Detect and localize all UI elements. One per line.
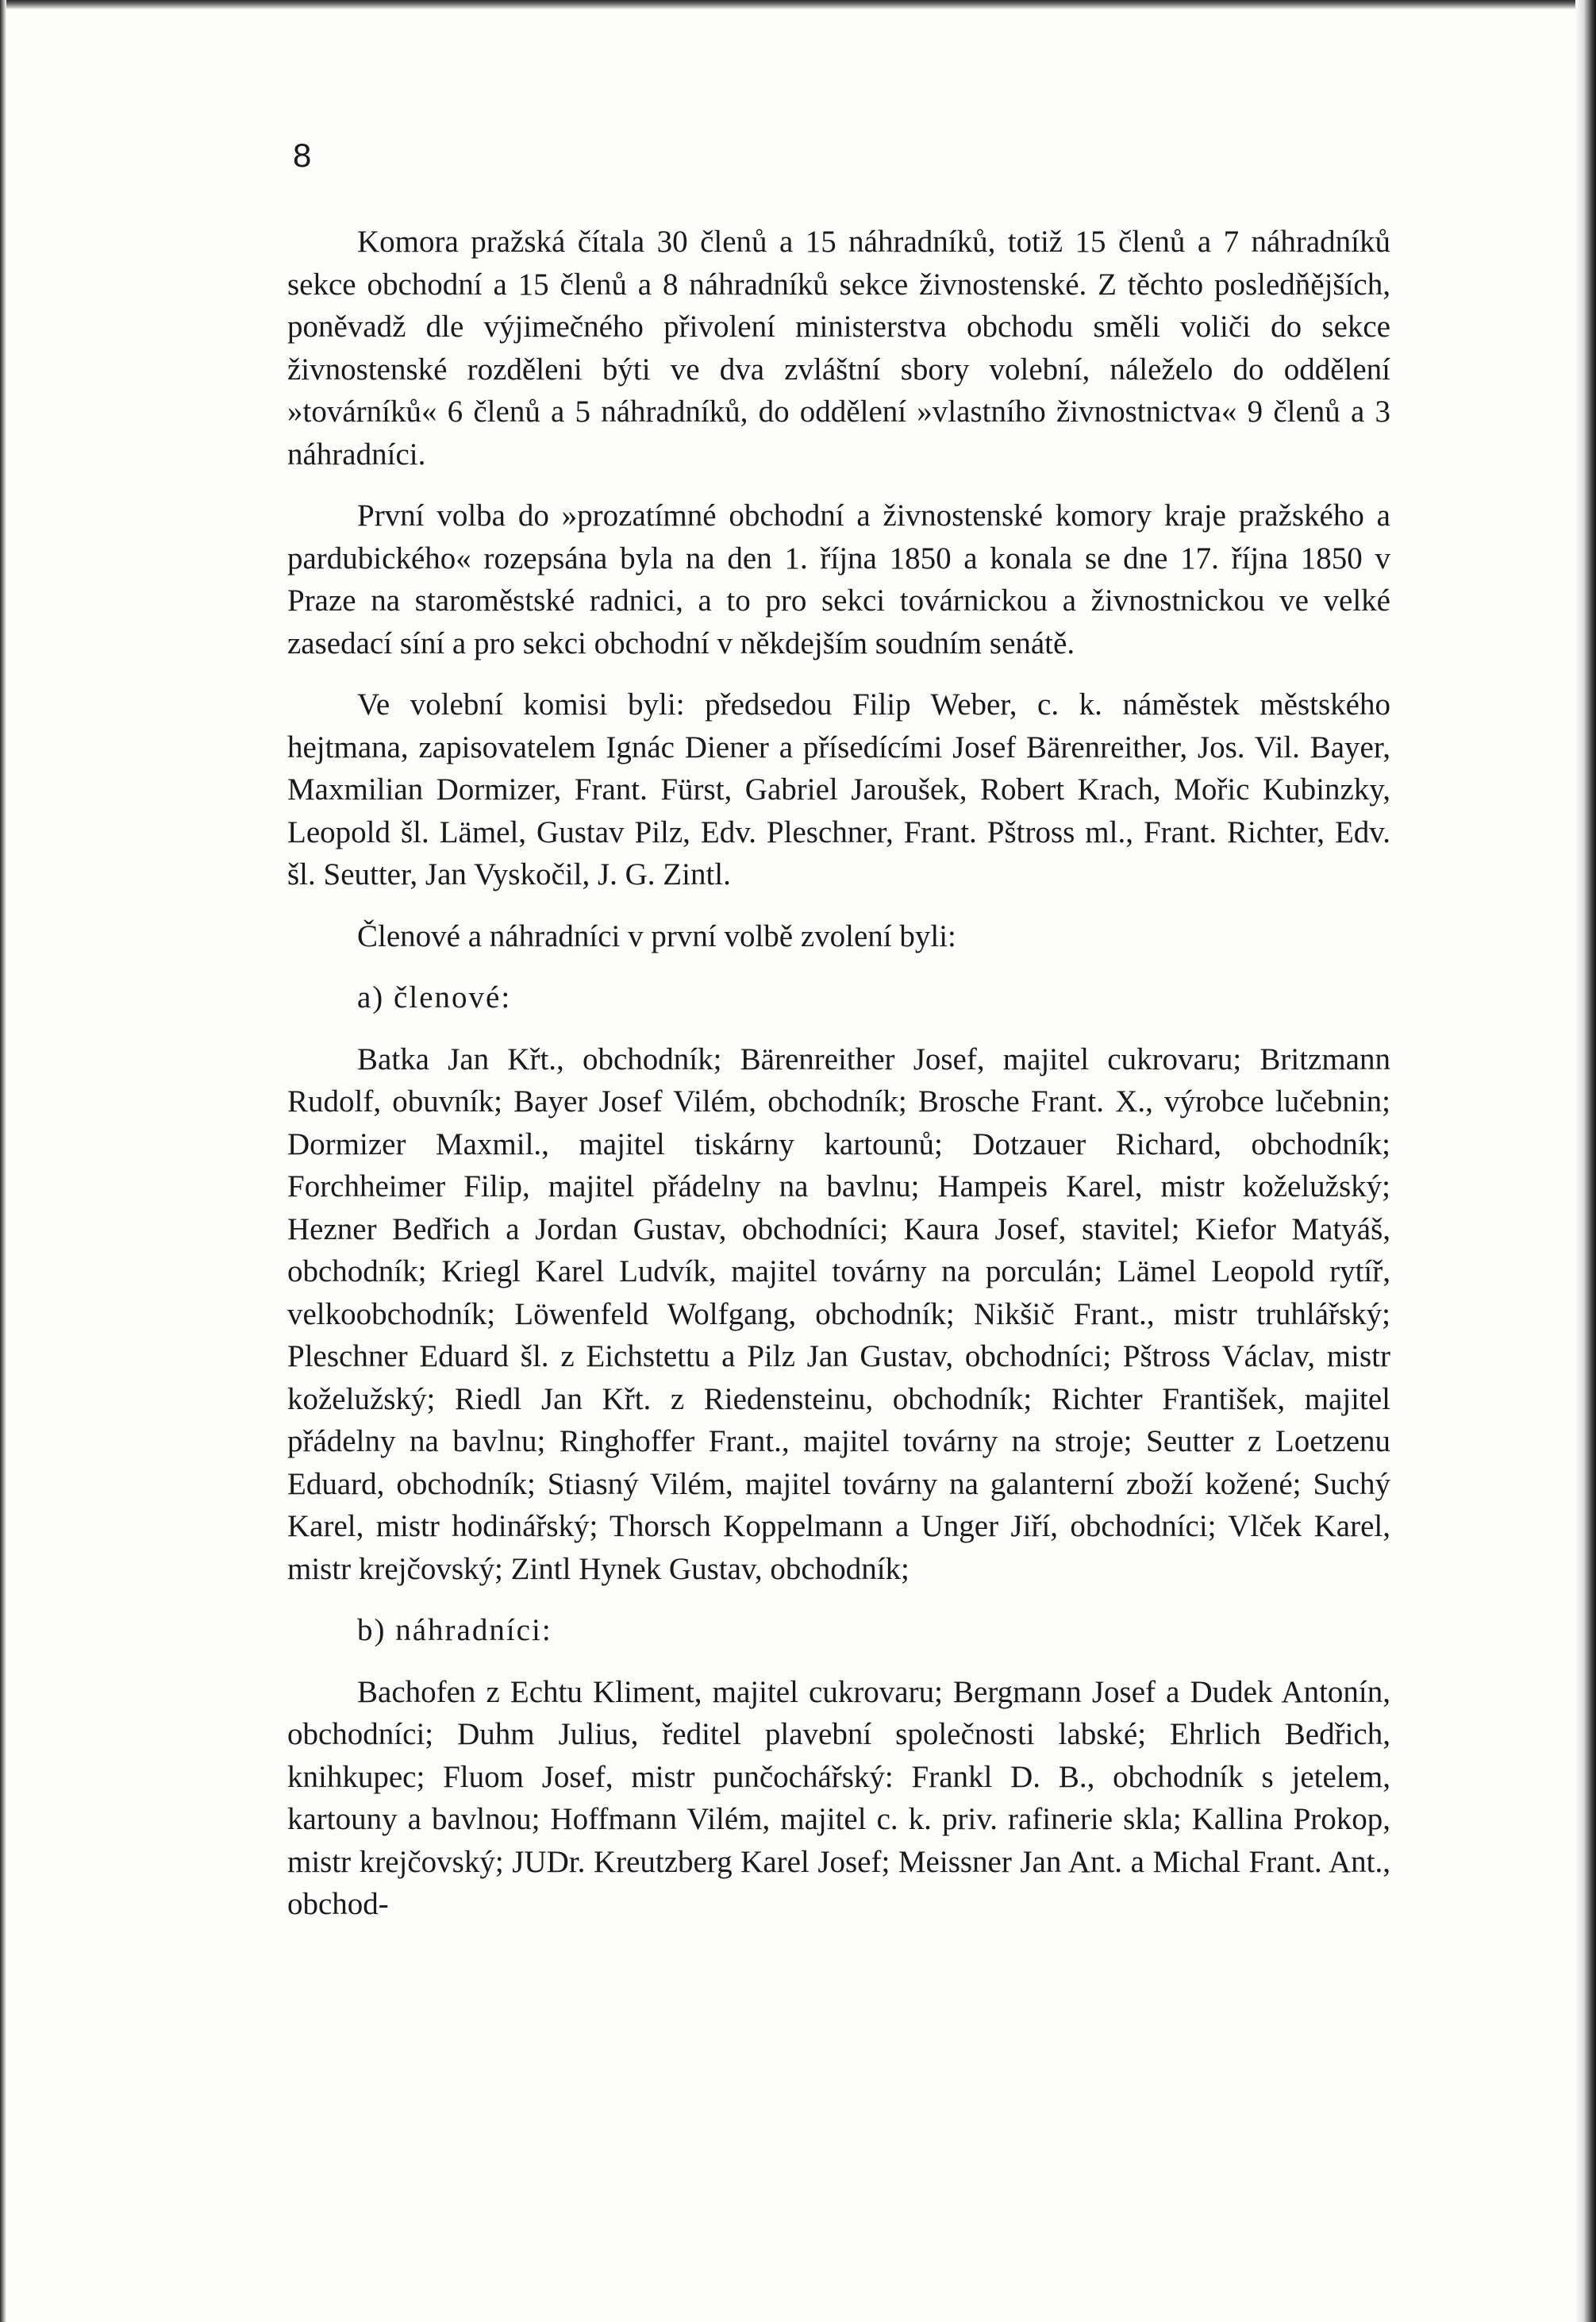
- scan-edge-left: [0, 0, 6, 2322]
- paragraph-chamber-composition: Komora pražská čítala 30 členů a 15 náhradníků, totiž 15 členů a 7 náhradníků sekce obchodní a 15 členů a 8 náhradníků sekce živnostenské. Z těchto posledňějších, poněvadž dle výjimečného přivolení ministerstva obchodu směli voliči do sekce živnostenské rozděleni býti ve dva zvláštní sbory volební, náleželo do oddělení »továrníků« 6 členů a 5 náhradníků, do oddělení »vlastního živnostnictva« 9 členů a 3 náhradníci.: [287, 225, 1390, 472]
- body-text: [287, 221, 1390, 1945]
- paragraph-elected-intro: Členové a náhradníci v první volbě zvolení byli:: [357, 918, 956, 953]
- paragraph-first-election: První volba do »prozatímné obchodní a živnostenské komory kraje pražského a pardubického« rozepsána byla na den 1. října 1850 a konala se dne 17. října 1850 v Praze na staroměstské radnici, a to pro sekci továrnickou a živnostnickou ve velké zasedací síní a pro sekci obchodní v někdejším soudním senátě.: [287, 499, 1390, 660]
- paragraph-substitutes-list: Bachofen z Echtu Kliment, majitel cukrovaru; Bergmann Josef a Dudek Antonín, obchodníci; Duhm Julius, ředitel plavební společnosti labské; Ehrlich Bedřich, knihkupec; Fluom Josef, mistr punčochářský: Frankl D. B., obchodník s jetelem, kartouny a bavlnou; Hoffmann Vilém, majitel c. k. priv. rafinerie skla; Kallina Prokop, mistr krejčovský; JUDr. Kreutzberg Karel Josef; Meissner Jan Ant. a Michal Frant. Ant., obchod-: [287, 1674, 1390, 1921]
- section-heading-substitutes: b) náhradníci:: [357, 1613, 552, 1647]
- paragraph-election-commission: Ve volební komisi byli: předsedou Filip Weber, c. k. náměstek městského hejtmana, zapisovatelem Ignác Diener a přísedícími Josef Bärenreither, Jos. Vil. Bayer, Maxmilian Dormizer, Frant. Fürst, Gabriel Jaroušek, Robert Krach, Mořic Kubinzky, Leopold šl. Lämel, Gustav Pilz, Edv. Pleschner, Frant. Pštross ml., Frant. Richter, Edv. šl. Seutter, Jan Vyskočil, J. G. Zintl.: [287, 687, 1390, 891]
- scan-edge-top: [0, 0, 1596, 10]
- section-heading-members: a) členové:: [357, 980, 512, 1015]
- paragraph-members-list: Batka Jan Křt., obchodník; Bärenreither Josef, majitel cukrovaru; Britzmann Rudolf, obuvník; Bayer Josef Vilém, obchodník; Brosche Frant. X., výrobce lučebnin; Dormizer Maxmil., majitel tiskárny kartounů; Dotzauer Richard, obchodník; Forchheimer Filip, majitel přádelny na bavlnu; Hampeis Karel, mistr koželužský; Hezner Bedřich a Jordan Gustav, obchodníci; Kaura Josef, stavitel; Kiefor Matyáš, obchodník; Kriegl Karel Ludvík, majitel továrny na porculán; Lämel Leopold rytíř, velkoobchodník; Löwenfeld Wolfgang, obchodník; Nikšič Frant., mistr truhlářský; Pleschner Eduard šl. z Eichstettu a Pilz Jan Gustav, obchodníci; Pštross Václav, mistr koželužský; Riedl Jan Křt. z Riedensteinu, obchodník; Richter František, majitel přádelny na bavlnu; Ringhoffer Frant., majitel továrny na stroje; Seutter z Loetzenu Eduard, obchodník; Stiasný Vilém, majitel továrny na galanterní zboží kožené; Suchý Karel, mistr hodinářský; Thorsch Koppelmann a Unger Jiří, obchodníci; Vlček Karel, mistr krejčovský; Zintl Hynek Gustav, obchodník;: [287, 1042, 1390, 1586]
- scan-edge-right: [1575, 0, 1596, 2322]
- page-number: 8: [293, 137, 312, 174]
